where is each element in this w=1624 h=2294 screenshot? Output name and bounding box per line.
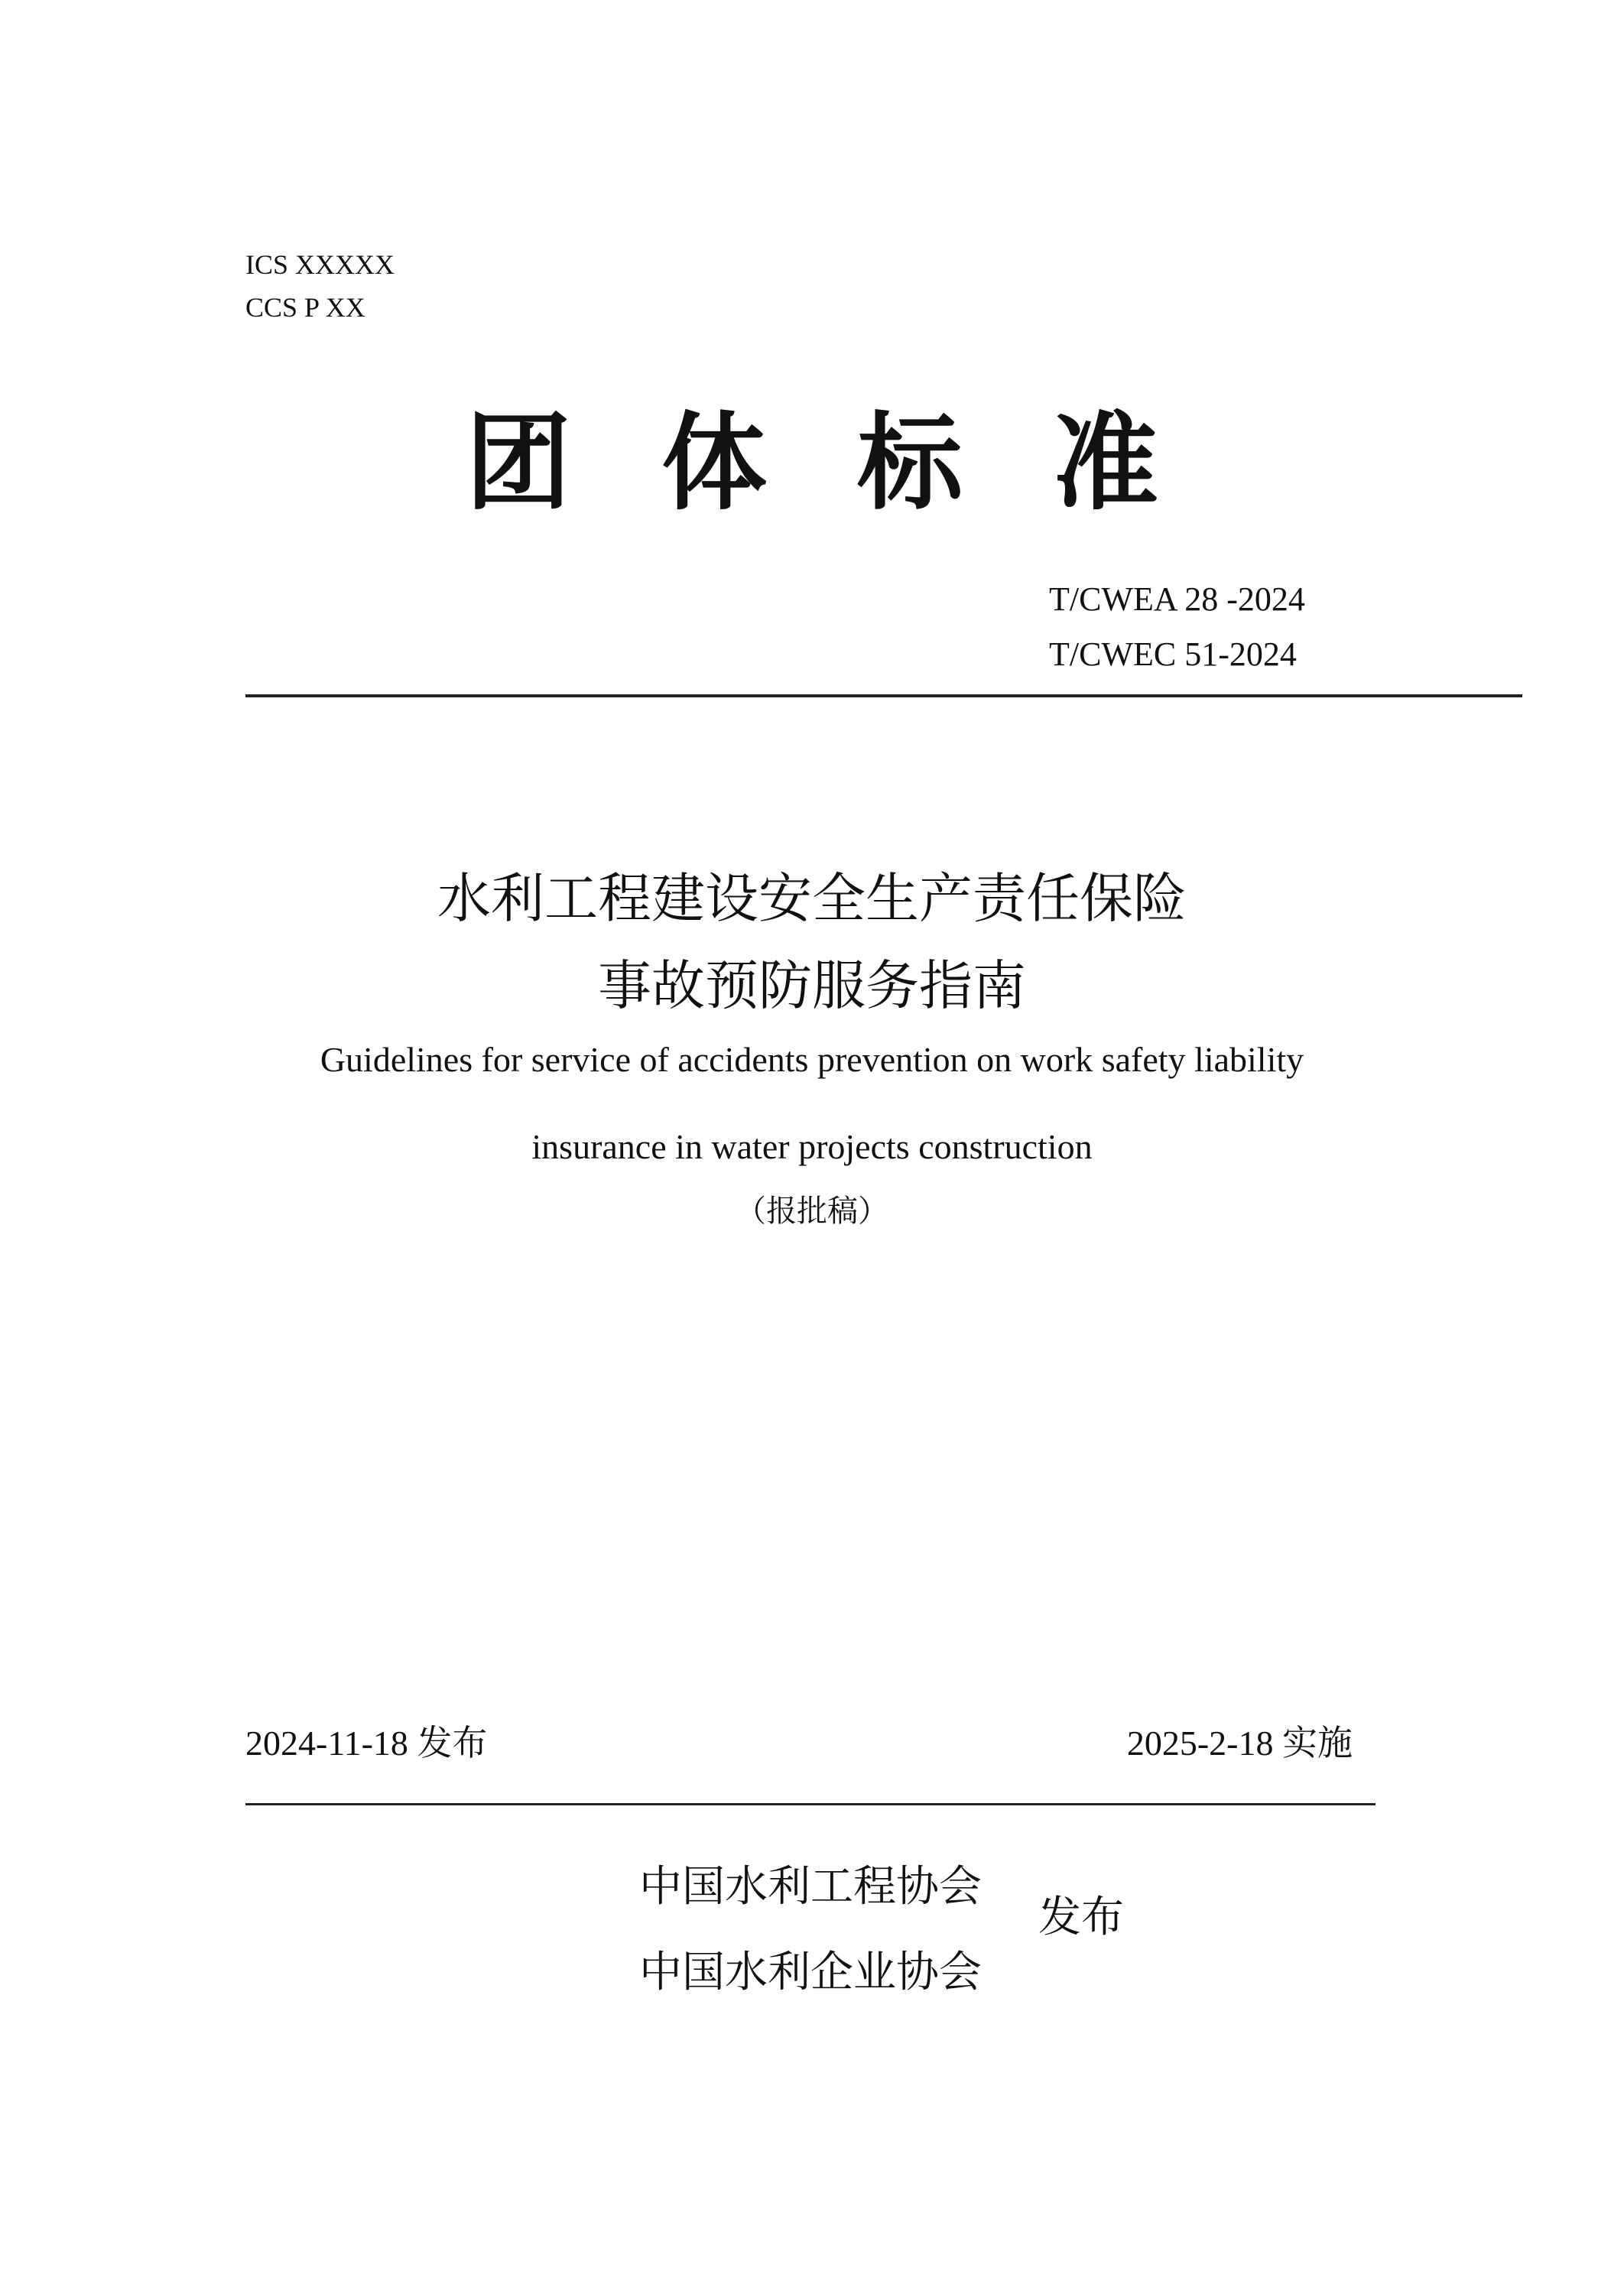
publisher-cwea: 中国水利工程协会 — [639, 1862, 982, 1912]
ccs-code: CCS P XX — [245, 292, 365, 323]
standard-number-cwea: T/CWEA 28 -2024 — [1049, 580, 1305, 618]
header-divider — [245, 694, 1522, 697]
issue-date: 2024-11-18 发布 — [245, 1724, 488, 1763]
draft-status: （报批稿） — [736, 1194, 888, 1229]
title-cn-line-1: 水利工程建设安全生产责任保险 — [437, 867, 1187, 930]
footer-divider — [245, 1803, 1376, 1805]
standard-numbers — [1049, 572, 1305, 682]
implementation-date: 2025-2-18 实施 — [1126, 1724, 1353, 1763]
ics-code: ICS XXXXX — [245, 249, 395, 280]
title-en-line-1: Guidelines for service of accidents prevention on work safety liability — [320, 1040, 1304, 1079]
classification-codes — [245, 243, 395, 329]
publisher-list — [639, 1844, 982, 2016]
title-en-line-2: insurance in water projects construction — [531, 1127, 1093, 1166]
category-title: 团体标准 — [466, 400, 1249, 525]
standard-number-cwec: T/CWEC 51-2024 — [1049, 635, 1297, 673]
title-cn-line-2: 事故预防服务指南 — [598, 954, 1026, 1017]
publish-label: 发布 — [1038, 1893, 1124, 1942]
document-title-cn — [0, 855, 1624, 1029]
publisher-cwec: 中国水利企业协会 — [639, 1948, 982, 1997]
